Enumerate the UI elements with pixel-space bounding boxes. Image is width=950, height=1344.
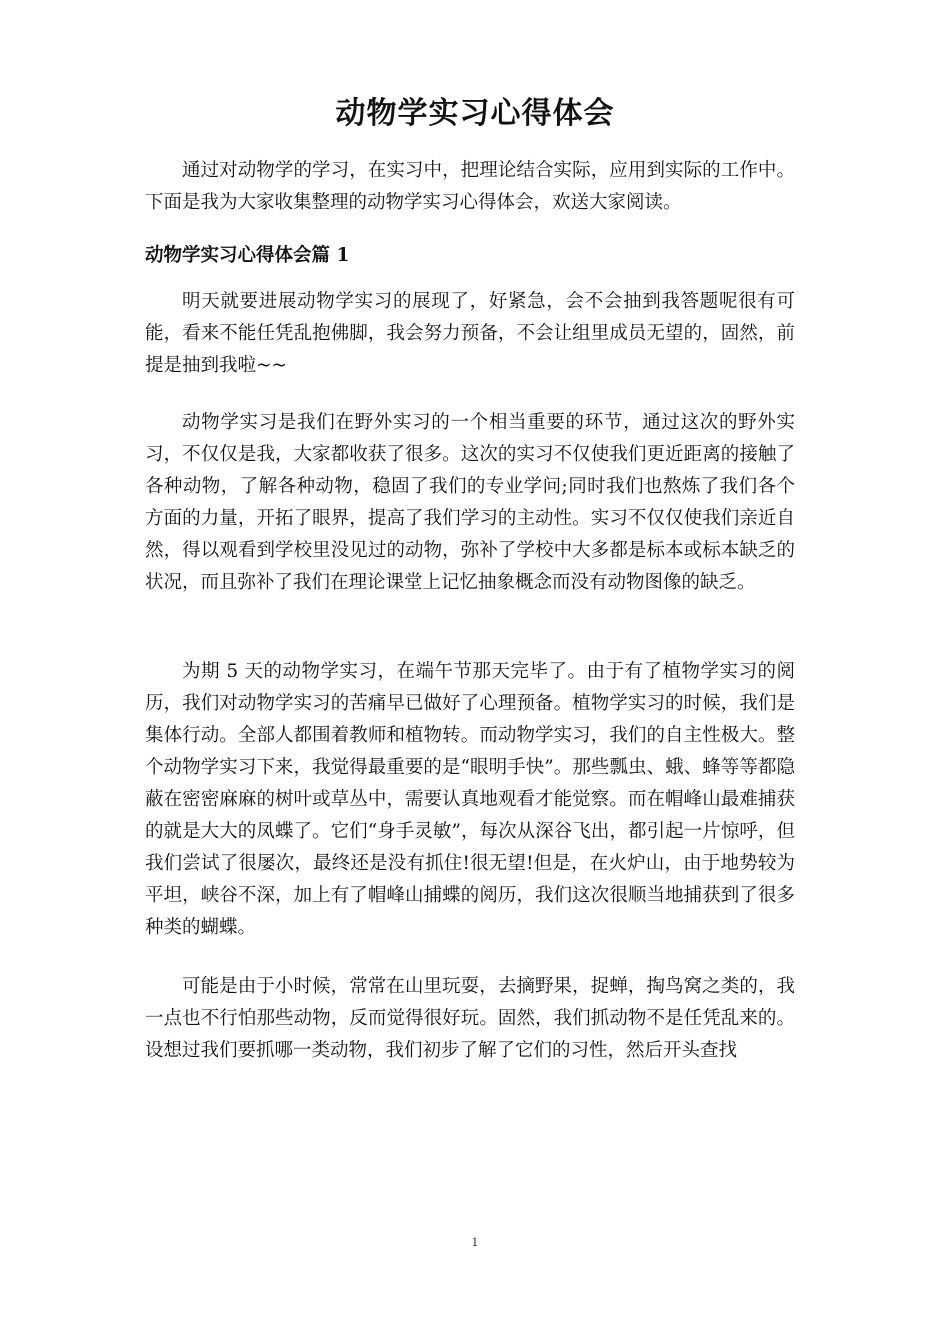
paragraph-1: 明天就要进展动物学实习的展现了，好紧急，会不会抽到我答题呢很有可能，看来不能任凭乱抱佛脚，我会努力预备，不会让组里成员无望的，固然，前提是抽到我啦~~: [145, 291, 795, 376]
paragraph-3: 为期 5 天的动物学实习，在端午节那天完毕了。由于有了植物学实习的阅历，我们对动物学实习的苦痛早已做好了心理预备。植物学实习的时候，我们是集体行动。全部人都围着教师和植物转。而动物学实习，我们的自主性极大。整个动物学实习下来，我觉得最重要的是“眼明手快”。那些瓢虫、蛾、蜂等等都隐蔽在密密麻麻的树叶或草丛中，需要认真地观看才能觉察。而在帽峰山最难捕获的就是大大的凤蝶了。它们“身手灵敏”，每次从深谷飞出，都引起一片惊呼，但我们尝试了很屡次，最终还是没有抓住!很无望!但是，在火炉山，由于地势较为平坦，峡谷不深，加上有了帽峰山捕蝶的阅历，我们这次很顺当地捕获到了很多种类的蝴蝶。: [145, 661, 795, 938]
intro-paragraph: 通过对动物学的学习，在实习中，把理论结合实际，应用到实际的工作中。下面是我为大家收集整理的动物学实习心得体会，欢送大家阅读。: [145, 160, 795, 213]
paragraph-2: 动物学实习是我们在野外实习的一个相当重要的环节，通过这次的野外实习，不仅仅是我，大家都收获了很多。这次的实习不仅使我们更近距离的接触了各种动物，了解各种动物，稳固了我们的专业学问;同时我们也熬炼了我们各个方面的力量，开拓了眼界，提高了我们学习的主动性。实习不仅仅使我们亲近自然，得以观看到学校里没见过的动物，弥补了学校中大多都是标本或标本缺乏的状况，而且弥补了我们在理论课堂上记忆抽象概念而没有动物图像的缺乏。: [145, 412, 795, 593]
section-heading: 动物学实习心得体会篇 1: [145, 245, 350, 266]
document-title: 动物学实习心得体会: [335, 96, 615, 131]
paragraph-4: 可能是由于小时候，常常在山里玩耍，去摘野果，捉蝉，掏鸟窝之类的，我一点也不行怕那些动物，反而觉得很好玩。固然，我们抓动物不是任凭乱来的。设想过我们要抓哪一类动物，我们初步了解了它们的习性，然后开头查找: [145, 976, 795, 1061]
page-number: 1: [471, 1236, 479, 1249]
